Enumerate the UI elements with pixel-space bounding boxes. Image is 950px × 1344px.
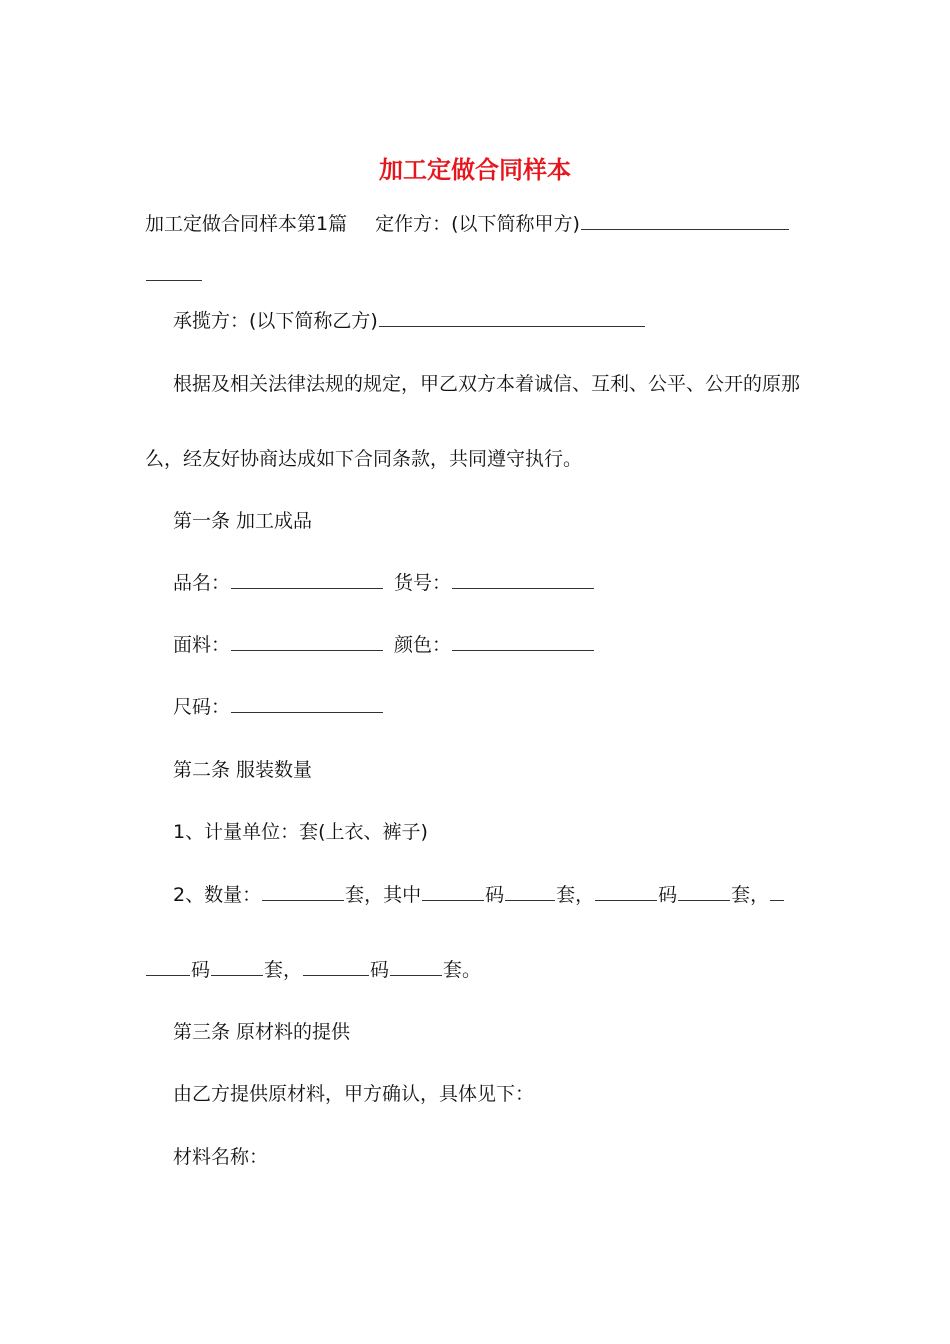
- set-text-2: 套，: [731, 884, 770, 906]
- material-name-label: 材料名称：: [173, 1146, 269, 1168]
- product-name-blank: [231, 570, 383, 589]
- quantity-line-cont: [145, 957, 481, 983]
- size-code-blank-3: [770, 882, 784, 901]
- set-text-3: 套，: [264, 959, 303, 981]
- qty-blank-2: [678, 882, 730, 901]
- color-label: 颜色：: [394, 634, 452, 656]
- party-b-blank: [379, 308, 645, 327]
- among-text: 套，其中: [345, 884, 422, 906]
- unit-line: 1、计量单位：套(上衣、裤子): [173, 821, 428, 843]
- set-text-1: 套，: [556, 884, 595, 906]
- fabric-line: [173, 632, 595, 658]
- qty-blank-1: [505, 882, 555, 901]
- code-text-1: 码: [485, 884, 505, 906]
- size-code-blank-3b: [146, 957, 190, 976]
- party-a-blank-2: [146, 262, 202, 281]
- para1-line2: 么，经友好协商达成如下合同条款，共同遵守执行。: [145, 448, 583, 470]
- color-blank: [452, 632, 594, 651]
- size-blank: [231, 694, 383, 713]
- quantity-line: [173, 882, 785, 908]
- party-b-line: [173, 308, 646, 334]
- code-text-4: 码: [370, 959, 390, 981]
- para1-line1: 根据及相关法律法规的规定，甲乙双方本着诚信、互利、公平、公开的原那: [173, 373, 801, 395]
- material-paragraph: 由乙方提供原材料，甲方确认，具体见下：: [173, 1083, 535, 1105]
- product-line: [173, 570, 595, 596]
- product-name-label: 品名：: [173, 572, 231, 594]
- party-a-blank: [581, 211, 789, 230]
- qty-blank-4: [390, 957, 442, 976]
- article1-heading: 第一条 加工成品: [173, 510, 313, 532]
- fabric-blank: [231, 632, 383, 651]
- size-code-blank-4: [303, 957, 369, 976]
- fabric-label: 面料：: [173, 634, 231, 656]
- code-text-2: 码: [658, 884, 678, 906]
- section-prefix: 加工定做合同样本第1篇: [145, 213, 348, 235]
- document-title: 加工定做合同样本: [379, 155, 571, 184]
- item-no-label: 货号：: [394, 572, 452, 594]
- set-text-4: 套。: [443, 959, 482, 981]
- party-b-label: 承揽方：(以下简称乙方): [173, 310, 378, 332]
- party-a-label: 定作方：(以下简称甲方): [375, 213, 580, 235]
- article3-heading: 第三条 原材料的提供: [173, 1021, 351, 1043]
- code-text-3: 码: [191, 959, 211, 981]
- qty-total-blank: [262, 882, 344, 901]
- size-code-blank-1: [422, 882, 484, 901]
- article2-heading: 第二条 服装数量: [173, 759, 313, 781]
- item-no-blank: [452, 570, 594, 589]
- quantity-label: 2、数量：: [173, 884, 262, 906]
- qty-blank-3: [211, 957, 263, 976]
- size-line: [173, 694, 384, 720]
- size-code-blank-2: [595, 882, 657, 901]
- size-label: 尺码：: [173, 696, 231, 718]
- party-a-blank-cont: [145, 262, 203, 288]
- party-a-line: [145, 211, 790, 237]
